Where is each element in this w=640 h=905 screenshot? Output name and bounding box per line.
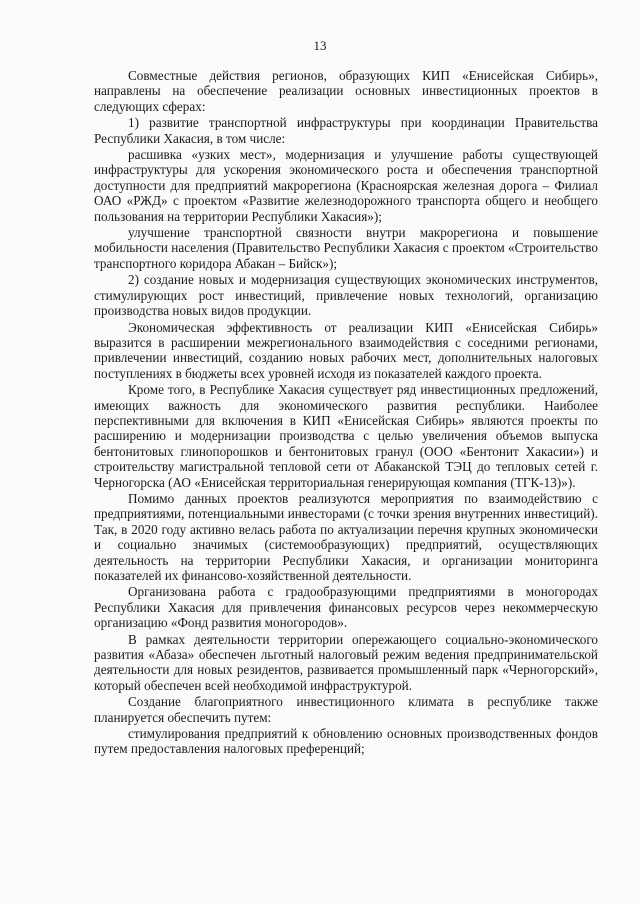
document-body: [94, 68, 598, 758]
paragraph-abaza: В рамках деятельности территории опережающего социально-экономического развития «Абаза» обеспечен льготный налоговый режим ведения предпринимательской деятельности для новых резидентов, развивается промышленный парк «Черногорский», который обеспечен всей необходимой инфраструктурой.: [94, 631, 598, 693]
paragraph-intro: Совместные действия регионов, образующих КИП «Енисейская Сибирь», направлены на обеспечение реализации основных инвестиционных проектов в следующих сферах:: [94, 68, 598, 114]
page-number: 13: [313, 38, 327, 53]
paragraph-item-1: 1) развитие транспортной инфраструктуры при координации Правительства Республики Хакасия, в том числе:: [94, 115, 598, 146]
paragraph-stimulation: стимулирования предприятий к обновлению основных производственных фондов путем предоставления налоговых преференций;: [94, 726, 598, 757]
paragraph-monotowns: Организована работа с градообразующими предприятиями в моногородах Республики Хакасия для привлечения финансовых ресурсов через некоммерческую организацию «Фонд развития моногородов».: [94, 584, 598, 631]
paragraph-climate: Создание благоприятного инвестиционного климата в республике также планируется обеспечить путем:: [94, 694, 598, 725]
paragraph-connectivity: улучшение транспортной связности внутри макрорегиона и повышение мобильности населения (Правительство Республики Хакасия с проектом «Строительство транспортного коридора Абакан – Бийск»);: [94, 225, 598, 271]
paragraph-bottlenecks: расшивка «узких мест», модернизация и улучшение работы существующей инфраструктуры для ускорения экономического роста и обеспечения транспортной доступности для предприятий макрорегиона (Красноярская железная дорога – Филиал ОАО «РЖД» с проектом «Развитие железнодорожного транспорта общего и необщего пользования на территории Республики Хакасия»);: [94, 147, 598, 224]
paragraph-enterprises: Помимо данных проектов реализуются мероприятия по взаимодействию с предприятиями, потенциальными инвесторами (с точки зрения внутренних инвестиций). Так, в 2020 году активно велась работа по актуализации перечня крупных экономически и социально значимых (системообразующих) предприятий, осуществляющих деятельность на территории Республики Хакасия, и организации мониторинга показателей их финансово-хозяйственной деятельности.: [94, 490, 598, 583]
paragraph-efficiency: Экономическая эффективность от реализации КИП «Енисейская Сибирь» выразится в расширении межрегионального взаимодействия с соседними регионами, привлечении инвестиций, созданию новых рабочих мест, дополнительных налоговых поступлениях в бюджеты всех уровней исходя из показателей каждого проекта.: [94, 319, 598, 381]
paragraph-proposals: Кроме того, в Республике Хакасия существует ряд инвестиционных предложений, имеющих важность для экономического развития республики. Наиболее перспективными для включения в КИП «Енисейская Сибирь» являются проекты по расширению и модернизации производства с целью увеличения объемов выпуска бентонитовых глинопорошков и бентонитовых гранул (ООО «Бентонит Хакасии») и строительству магистральной тепловой сети от Абаканской ТЭЦ до тепловых сетей г. Черногорска (АО «Енисейская территориальная генерирующая компания (ТГК-13)»).: [94, 382, 598, 490]
paragraph-item-2: 2) создание новых и модернизация существующих экономических инструментов, стимулирующих рост инвестиций, привлечение новых технологий, организацию производства новых видов продукции.: [94, 272, 598, 319]
